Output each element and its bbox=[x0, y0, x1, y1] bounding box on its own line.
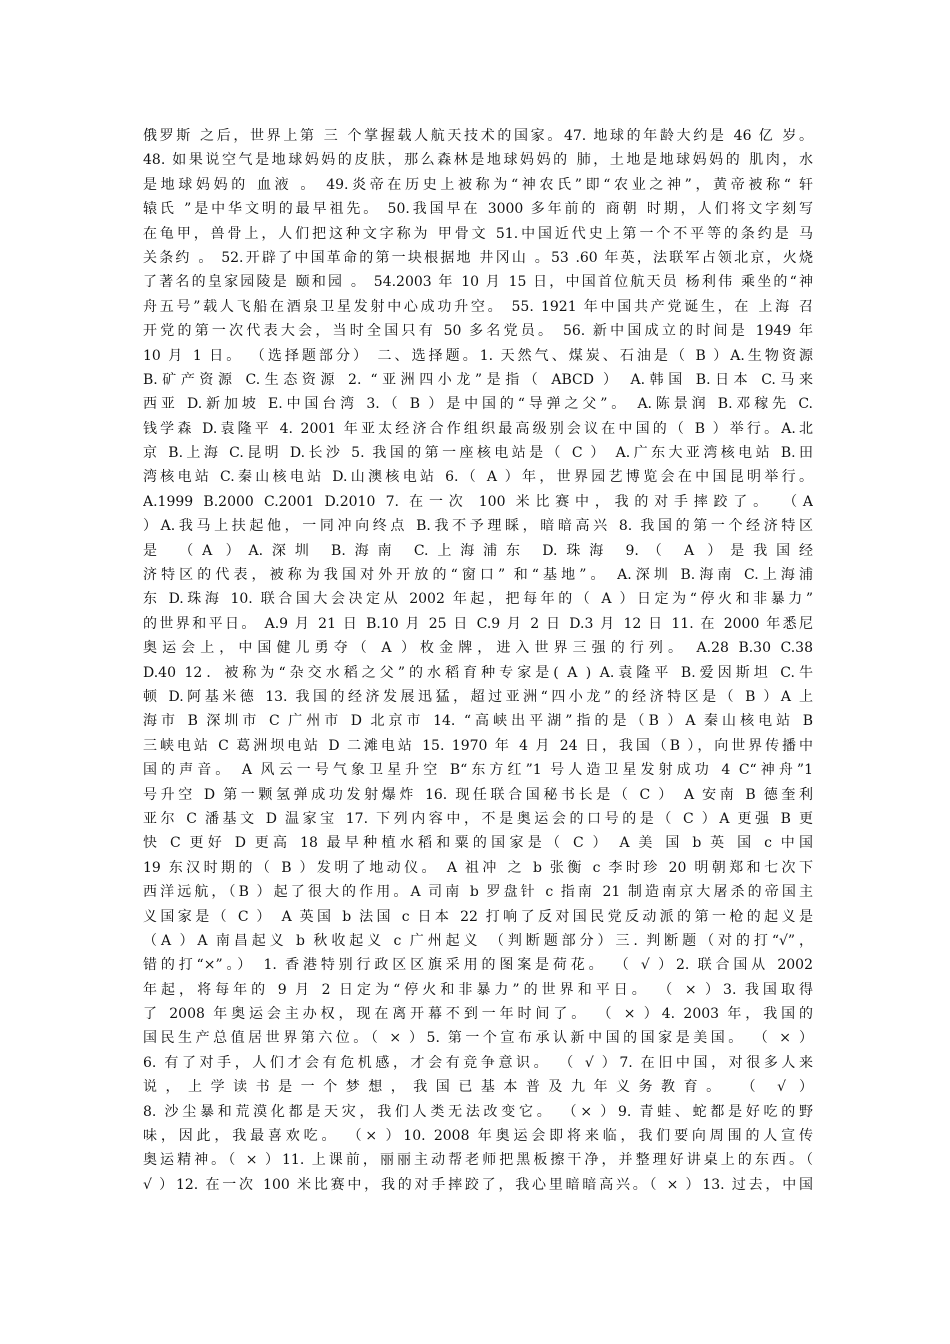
text-line: 三峡电站 C 葛洲坝电站 D 二滩电站 15. 1970 年 4 月 24 日，我国（B ），向世界传播中 bbox=[143, 737, 813, 754]
text-line: 48. 如果说空气是地球妈妈的皮肤，那么森林是地球妈妈的 肺，土地是地球妈妈的 肌肉，水 bbox=[143, 152, 813, 169]
text-line: 湾核电站 C.秦山核电站 D.山澳核电站 6.（ A ）年，世界园艺博览会在中国昆明举行。 bbox=[143, 469, 813, 486]
text-line: B.矿产资源 C.生态资源 2. “亚洲四小龙”是指（ ABCD ） A.韩国 B.日本 C.马来 bbox=[143, 371, 813, 388]
text-line: 号升空 D 第一颗氢弹成功发射爆炸 16. 现任联合国秘书长是（ C ） A 安南 B 德奎利 bbox=[143, 786, 813, 803]
text-line: 了 2008 年奥运会主办权，现在离开幕不到一年时间了。 （ × ）4. 2003 年，我国的 bbox=[143, 1006, 813, 1023]
text-line: 10 月 1 日。 （选择题部分） 二、选择题。1. 天然气、煤炭、石油是（ B ）A.生物资源 bbox=[143, 347, 813, 364]
text-line: 俄罗斯 之后，世界上第 三 个掌握载人航天技术的国家。47. 地球的年龄大约是 46 亿 岁。 bbox=[143, 128, 813, 144]
text-line: 亚尔 C 潘基文 D 温家宝 17. 下列内容中，不是奥运会的口号的是（ C ）A 更强 B 更 bbox=[143, 810, 813, 827]
text-line: 错的打“×”。） 1. 香港特别行政区区旗采用的图案是荷花。 （ √ ）2. 联合国从 2002 bbox=[143, 957, 813, 974]
text-line: 年起，将每年的 9 月 2 日定为“停火和非暴力”的世界和平日。 （ × ）3. 我国取得 bbox=[143, 981, 813, 998]
text-line: 舟五号”载人飞船在酒泉卫星发射中心成功升空。 55. 1921 年中国共产党诞生，在 上海 召 bbox=[143, 298, 813, 315]
text-line: 海市 B 深圳市 C 广州市 D 北京市 14. “高峡出平湖”指的是（B ）A 秦山核电站 B bbox=[143, 713, 813, 730]
text-line: 义国家是（ C ） A 英国 b 法国 c 日本 22 打响了反对国民党反动派的第一枪的起义是 bbox=[143, 908, 813, 925]
text-line bbox=[143, 1197, 813, 1221]
text-line: 关条约 。 52.开辟了中国革命的第一块根据地 井冈山 。53 .60 年英，法联军占领北京，火烧 bbox=[143, 249, 813, 266]
text-line: 是 （A ）A.深圳 B.海南 C.上海浦东 D.珠海 9.（ A ）是我国经 bbox=[143, 542, 813, 559]
document-body bbox=[143, 124, 813, 1222]
text-line: 奥运精神。（ × ）11. 上课前，丽丽主动帮老师把黑板擦干净，并整理好讲桌上的东西。（ bbox=[143, 1152, 813, 1169]
text-line: 奥运会上，中国健儿勇夺（ A ）枚金牌，进入世界三强的行列。 A.28 B.30 C.38 bbox=[143, 640, 813, 657]
text-line: 味，因此，我最喜欢吃。 （× ）10. 2008 年奥运会即将来临，我们要向周围的人宣传 bbox=[143, 1128, 813, 1145]
text-line: 开党的第一次代表大会，当时全国只有 50 多名党员。 56. 新中国成立的时间是 1949 年 bbox=[143, 323, 813, 340]
text-line: 京 B.上海 C.昆明 D.长沙 5. 我国的第一座核电站是（ C ） A.广东大亚湾核电站 B.田 bbox=[143, 445, 813, 462]
text-line: 了著名的皇家园陵是 颐和园 。 54.2003 年 10 月 15 日，中国首位航天员 杨利伟 乘坐的“神 bbox=[143, 274, 813, 291]
text-line: ）A.我马上扶起他，一同冲向终点 B.我不予理睬，暗暗高兴 8. 我国的第一个经济特区 bbox=[143, 518, 813, 535]
text-line: 8. 沙尘暴和荒漠化都是天灾，我们人类无法改变它。 （× ）9. 青蛙、蛇都是好吃的野 bbox=[143, 1103, 813, 1120]
text-line: D.40 12．被称为“杂交水稻之父”的水稻育种专家是( A ) A.袁隆平 B.爱因斯坦 C.牛 bbox=[143, 664, 813, 681]
text-line: 国的声音。 A 风云一号气象卫星升空 B“东方红”1 号人造卫星发射成功 4 C“神舟”1 bbox=[143, 762, 813, 779]
text-line: 国民生产总值居世界第六位。（ × ）5. 第一个宣布承认新中国的国家是美国。 （ × ） bbox=[143, 1030, 813, 1047]
text-line: 的世界和平日。 A.9 月 21 日 B.10 月 25 日 C.9 月 2 日 D.3 月 12 日 11. 在 2000 年悉尼 bbox=[143, 615, 813, 632]
text-line: 说，上学读书是一个梦想，我国已基本普及九年义务教育。 （ √ ） bbox=[143, 1079, 813, 1096]
text-line: A.1999 B.2000 C.2001 D.2010 7. 在一次 100 米比赛中，我的对手摔跤了。 （A bbox=[143, 493, 813, 510]
text-line: √ ）12. 在一次 100 米比赛中，我的对手摔跤了，我心里暗暗高兴。（ × ）13. 过去，中国 bbox=[143, 1176, 813, 1193]
text-line: 6. 有了对手，人们才会有危机感，才会有竞争意识。 （ √ ）7. 在旧中国，对很多人来 bbox=[143, 1054, 813, 1071]
text-line: 顿 D.阿基米德 13. 我国的经济发展迅猛，超过亚洲“四小龙”的经济特区是（ B ）A 上 bbox=[143, 688, 813, 705]
text-line: 快 C 更好 D 更高 18 最早种植水稻和粟的国家是（ C ） A 美 国 b 英 国 c 中国 bbox=[143, 835, 813, 852]
text-line: 西洋远航，（B ）起了很大的作用。A 司南 b 罗盘针 c 指南 21 制造南京大屠杀的帝国主 bbox=[143, 884, 813, 901]
text-line: 济特区的代表，被称为我国对外开放的“窗口” 和“基地”。 A.深圳 B.海南 C.上海浦 bbox=[143, 567, 813, 584]
text-line: 19 东汉时期的（ B ）发明了地动仪。 A 祖冲 之 b 张衡 c 李时珍 20 明朝郑和七次下 bbox=[143, 859, 813, 876]
text-line: （A ）A 南昌起义 b 秋收起义 c 广州起义 （判断题部分）三. 判断题（对的打“√”， bbox=[143, 932, 813, 949]
text-line: 是地球妈妈的 血液 。 49.炎帝在历史上被称为“神农氏”即“农业之神”，黄帝被称“ 轩 bbox=[143, 176, 813, 193]
text-line: 辕氏 ”是中华文明的最早祖先。 50.我国早在 3000 多年前的 商朝 时期，人们将文字刻写 bbox=[143, 201, 813, 218]
text-line: 钱学森 D.袁隆平 4. 2001 年亚太经济合作组织最高级别会议在中国的（ B ）举行。A.北 bbox=[143, 420, 813, 437]
text-line: 西亚 D.新加坡 E.中国台湾 3.（ B ）是中国的“导弹之父”。 A.陈景润 B.邓稼先 C. bbox=[143, 396, 813, 413]
text-line: 东 D.珠海 10. 联合国大会决定从 2002 年起，把每年的（ A ）日定为“停火和非暴力” bbox=[143, 591, 813, 608]
text-line: 在龟甲，兽骨上，人们把这种文字称为 甲骨文 51.中国近代史上第一个不平等的条约是 马 bbox=[143, 225, 813, 242]
